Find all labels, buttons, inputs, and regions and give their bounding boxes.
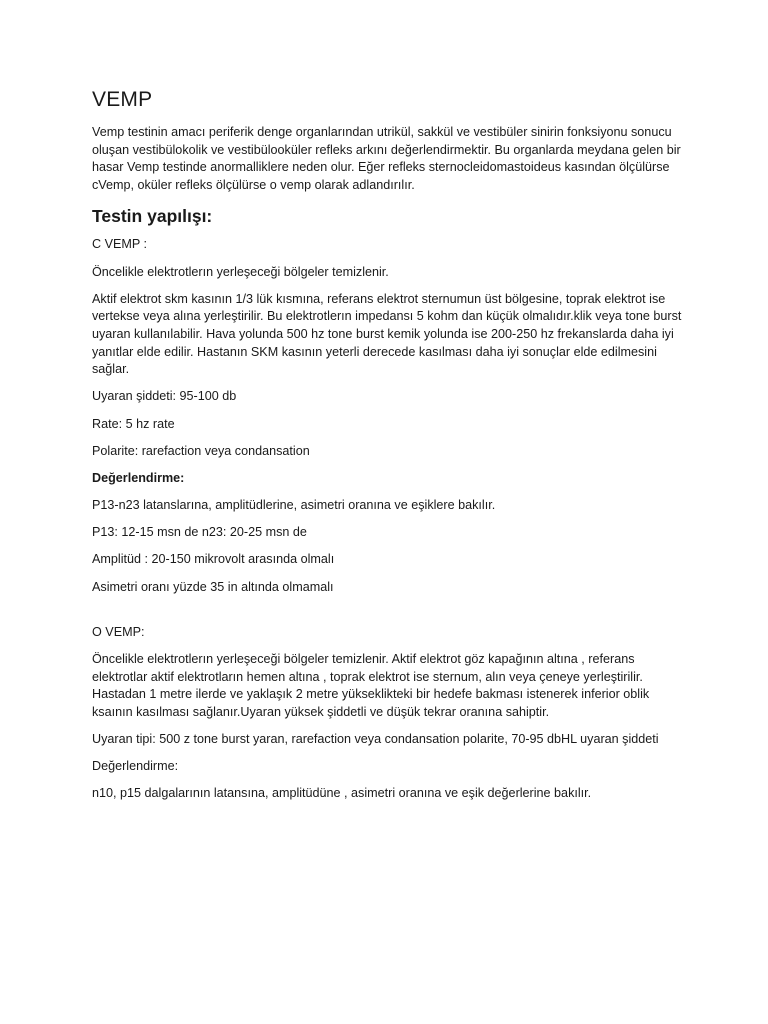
intro-paragraph: Vemp testinin amacı periferik denge organlarından utrikül, sakkül ve vestibüler sinirin fonksiyonu sonucu oluşan vestibülokolik ve vestibülooküler refleks arkını değerlendirmektir. Bu organlarda meydana gelen bir hasar Vemp testinde anormalliklere neden olur. Eğer refleks sternocleidomastoideus kasından ölçülürse cVemp, oküler refleks ölçülürse o vemp olarak adlandırılır. <box>92 125 681 192</box>
cvemp-amplitude: Amplitüd : 20-150 mikrovolt arasında olmalı <box>92 552 335 567</box>
cvemp-asymmetry: Asimetri oranı yüzde 35 in altında olmamalı <box>92 579 334 594</box>
cvemp-stimulus-intensity: Uyaran şiddeti: 95-100 db <box>92 389 237 404</box>
ovemp-evaluation-text: n10, p15 dalgalarının latansına, amplitüdüne , asimetri oranına ve eşik değerlerine bakılır. <box>92 786 592 801</box>
section-heading: Testin yapılışı: <box>92 206 213 227</box>
ovemp-evaluation-label: Değerlendirme: <box>92 759 179 774</box>
cvemp-cleaning-paragraph: Öncelikle elektrotlerın yerleşeceği bölgeler temizlenir. <box>92 264 389 279</box>
document-title: VEMP <box>92 88 153 111</box>
cvemp-polarity: Polarite: rarefaction veya condansation <box>92 443 310 458</box>
cvemp-electrode-paragraph: Aktif elektrot skm kasının 1/3 lük kısmına, referans elektrot sternumun üst bölgesine, toprak elektrot ise vertekse veya alına yerleştirilir. Bu elektrotlerın impedansı 5 kohm dan küçük olmalıdır.klik veya tone burst uyaran kullanılabilir. Hava yolunda 500 hz tone burst kemik yolunda ise 200-250 hz frekanslarda daha iyi yanıtlar elde edilir. Hastanın SKM kasının yeterli derecede kasılması daha iyi sonuçlar elde edilmesini sağlar. <box>92 291 682 377</box>
ovemp-electrode-paragraph: Öncelikle elektrotlerın yerleşeceği bölgeler temizlenir. Aktif elektrot göz kapağının altına , referans elektrotlar aktif elektrotların hemen altına , toprak elektrot ise sternum, alın veya çeneye yerleştirilir. Hastadan 1 metre ilerde ve yaklaşık 2 metre yükseklikteki bir hedefe bakması istenerek inferior oblik ksaının kasılması sağlanır.Uyaran yüksek şiddetli ve düşük tekrar oranına sahiptir. <box>92 652 650 719</box>
cvemp-rate: Rate: 5 hz rate <box>92 416 175 431</box>
cvemp-latency: P13: 12-15 msn de n23: 20-25 msn de <box>92 525 307 540</box>
ovemp-label: O VEMP: <box>92 624 145 639</box>
ovemp-stimulus: Uyaran tipi: 500 z tone burst yaran, rarefaction veya condansation polarite, 70-95 dbHL uyaran şiddeti <box>92 731 659 746</box>
cvemp-evaluation-label: Değerlendirme: <box>92 470 185 485</box>
section-spacer <box>92 606 682 624</box>
document-page <box>92 86 682 813</box>
cvemp-label: C VEMP : <box>92 237 148 252</box>
cvemp-evaluation-text: P13-n23 latanslarına, amplitüdlerine, asimetri oranına ve eşiklere bakılır. <box>92 498 496 513</box>
